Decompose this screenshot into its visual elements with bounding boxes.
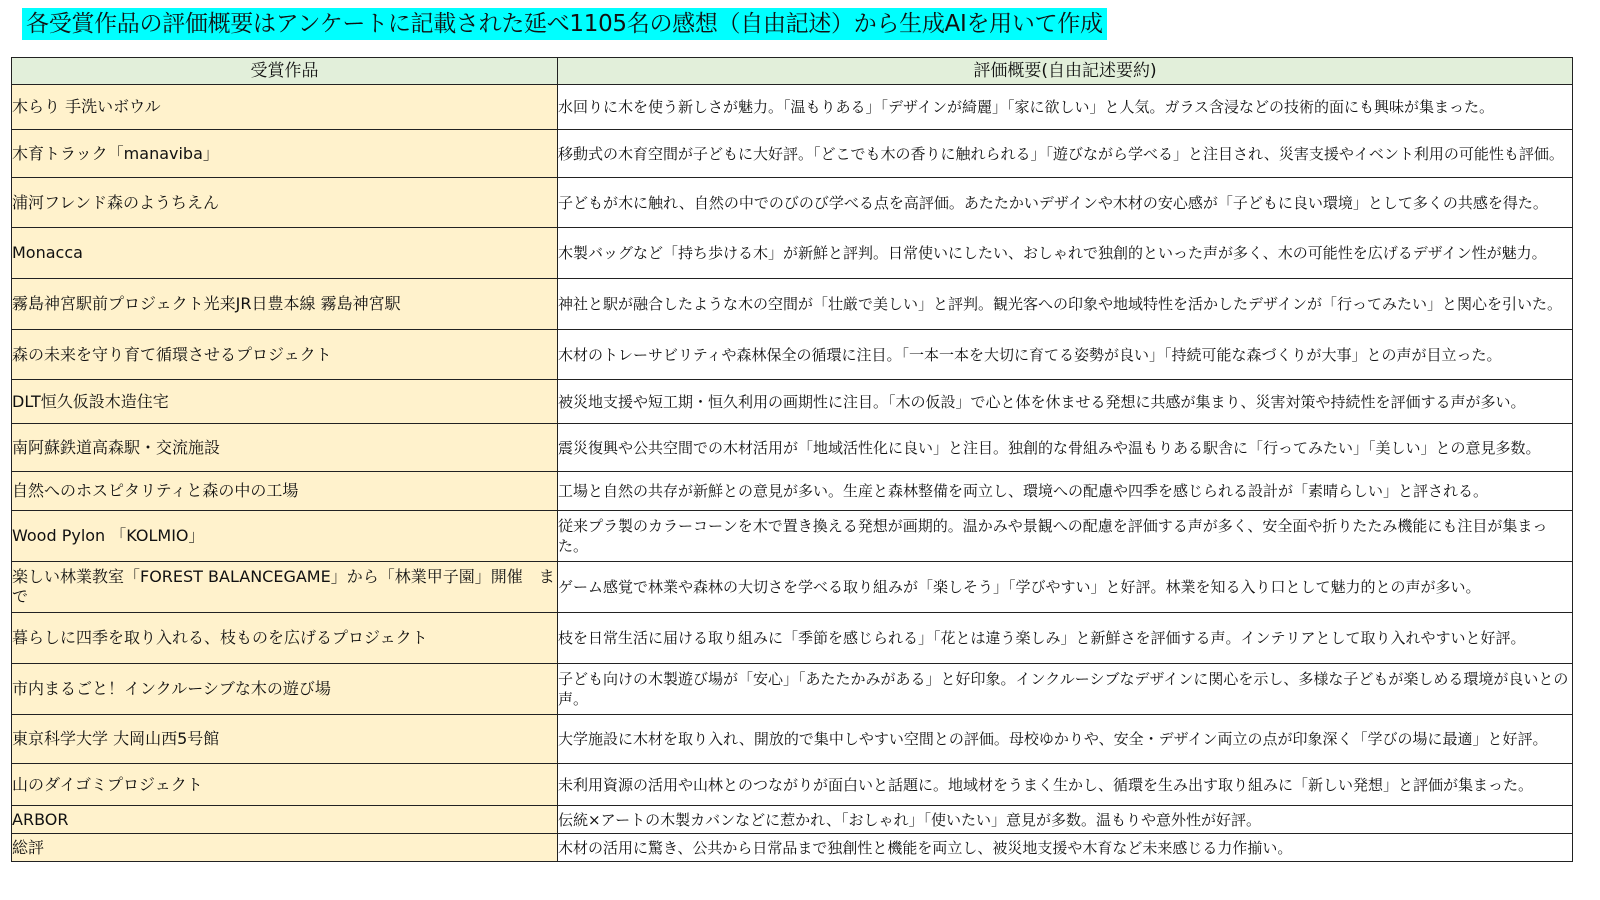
award-name: 総評 [12, 834, 558, 862]
award-summary: 未利用資源の活用や山林とのつながりが面白いと話題に。地域材をうまく生かし、循環を生み出す取り組みに「新しい発想」と評価が集まった。 [558, 764, 1573, 806]
award-summary: 水回りに木を使う新しさが魅力。「温もりある」「デザインが綺麗」「家に欲しい」と人気。ガラス含浸などの技術的面にも興味が集まった。 [558, 85, 1573, 130]
award-name: Wood Pylon 「KOLMIO」 [12, 511, 558, 562]
award-summary: 木材のトレーサビリティや森林保全の循環に注目。「一本一本を大切に育てる姿勢が良い」「持続可能な森づくりが大事」との声が目立った。 [558, 330, 1573, 380]
award-summary: 木材の活用に驚き、公共から日常品まで独創性と機能を両立し、被災地支援や木育など未来感じる力作揃い。 [558, 834, 1573, 862]
award-summary: 大学施設に木材を取り入れ、開放的で集中しやすい空間との評価。母校ゆかりや、安全・デザイン両立の点が印象深く「学びの場に最適」と好評。 [558, 715, 1573, 764]
award-summary: 工場と自然の共存が新鮮との意見が多い。生産と森林整備を両立し、環境への配慮や四季を感じられる設計が「素晴らしい」と評される。 [558, 472, 1573, 511]
table-row [12, 472, 1573, 511]
table-row [12, 330, 1573, 380]
header-award: 受賞作品 [12, 58, 558, 85]
award-name: 浦河フレンド森のようちえん [12, 178, 558, 228]
page-title: 各受賞作品の評価概要はアンケートに記載された延べ1105名の感想（自由記述）から生成AIを用いて作成 [22, 8, 1107, 40]
table-row [12, 178, 1573, 228]
table-row [12, 764, 1573, 806]
award-summary: 神社と駅が融合したような木の空間が「壮厳で美しい」と評判。観光客への印象や地域特性を活かしたデザインが「行ってみたい」と関心を引いた。 [558, 279, 1573, 330]
award-name: ARBOR [12, 806, 558, 834]
award-summary-table [11, 57, 1573, 862]
award-summary: 枝を日常生活に届ける取り組みに「季節を感じられる」「花とは違う楽しみ」と新鮮さを評価する声。インテリアとして取り入れやすいと好評。 [558, 613, 1573, 664]
award-summary: 子どもが木に触れ、自然の中でのびのび学べる点を高評価。あたたかいデザインや木材の安心感が「子どもに良い環境」として多くの共感を得た。 [558, 178, 1573, 228]
table-row [12, 562, 1573, 613]
award-name: 森の未来を守り育て循環させるプロジェクト [12, 330, 558, 380]
award-name: 山のダイゴミプロジェクト [12, 764, 558, 806]
award-name: 木育トラック「manaviba」 [12, 130, 558, 178]
award-name: 市内まるごと！インクルーシブな木の遊び場 [12, 664, 558, 715]
table-row [12, 228, 1573, 279]
table-row [12, 613, 1573, 664]
award-summary: ゲーム感覚で林業や森林の大切さを学べる取り組みが「楽しそう」「学びやすい」と好評。林業を知る入り口として魅力的との声が多い。 [558, 562, 1573, 613]
award-summary: 子ども向けの木製遊び場が「安心」「あたたかみがある」と好印象。インクルーシブなデザインに関心を示し、多様な子どもが楽しめる環境が良いとの声。 [558, 664, 1573, 715]
table-row [12, 424, 1573, 472]
table-row [12, 511, 1573, 562]
award-name: Monacca [12, 228, 558, 279]
award-name: DLT恒久仮設木造住宅 [12, 380, 558, 424]
award-summary: 木製バッグなど「持ち歩ける木」が新鮮と評判。日常使いにしたい、おしゃれで独創的といった声が多く、木の可能性を広げるデザイン性が魅力。 [558, 228, 1573, 279]
award-name: 霧島神宮駅前プロジェクト光来JR日豊本線 霧島神宮駅 [12, 279, 558, 330]
table-row [12, 85, 1573, 130]
award-summary: 移動式の木育空間が子どもに大好評。「どこでも木の香りに触れられる」「遊びながら学べる」と注目され、災害支援やイベント利用の可能性も評価。 [558, 130, 1573, 178]
table-row [12, 834, 1573, 862]
award-summary: 震災復興や公共空間での木材活用が「地域活性化に良い」と注目。独創的な骨組みや温もりある駅舎に「行ってみたい」「美しい」との意見多数。 [558, 424, 1573, 472]
award-name: 自然へのホスピタリティと森の中の工場 [12, 472, 558, 511]
award-summary: 従来プラ製のカラーコーンを木で置き換える発想が画期的。温かみや景観への配慮を評価する声が多く、安全面や折りたたみ機能にも注目が集まった。 [558, 511, 1573, 562]
table-row [12, 806, 1573, 834]
table-row [12, 130, 1573, 178]
table-row [12, 279, 1573, 330]
award-name: 東京科学大学 大岡山西5号館 [12, 715, 558, 764]
table-row [12, 715, 1573, 764]
table-row [12, 664, 1573, 715]
award-name: 楽しい林業教室「FOREST BALANCEGAME」から「林業甲子園」開催 まで [12, 562, 558, 613]
award-name: 木らり 手洗いボウル [12, 85, 558, 130]
award-name: 南阿蘇鉄道高森駅・交流施設 [12, 424, 558, 472]
award-name: 暮らしに四季を取り入れる、枝ものを広げるプロジェクト [12, 613, 558, 664]
award-summary: 被災地支援や短工期・恒久利用の画期性に注目。「木の仮設」で心と体を休ませる発想に共感が集まり、災害対策や持続性を評価する声が多い。 [558, 380, 1573, 424]
award-summary: 伝統×アートの木製カバンなどに惹かれ、「おしゃれ」「使いたい」意見が多数。温もりや意外性が好評。 [558, 806, 1573, 834]
table-header-row [12, 58, 1573, 85]
table-row [12, 380, 1573, 424]
header-summary: 評価概要(自由記述要約) [558, 58, 1573, 85]
